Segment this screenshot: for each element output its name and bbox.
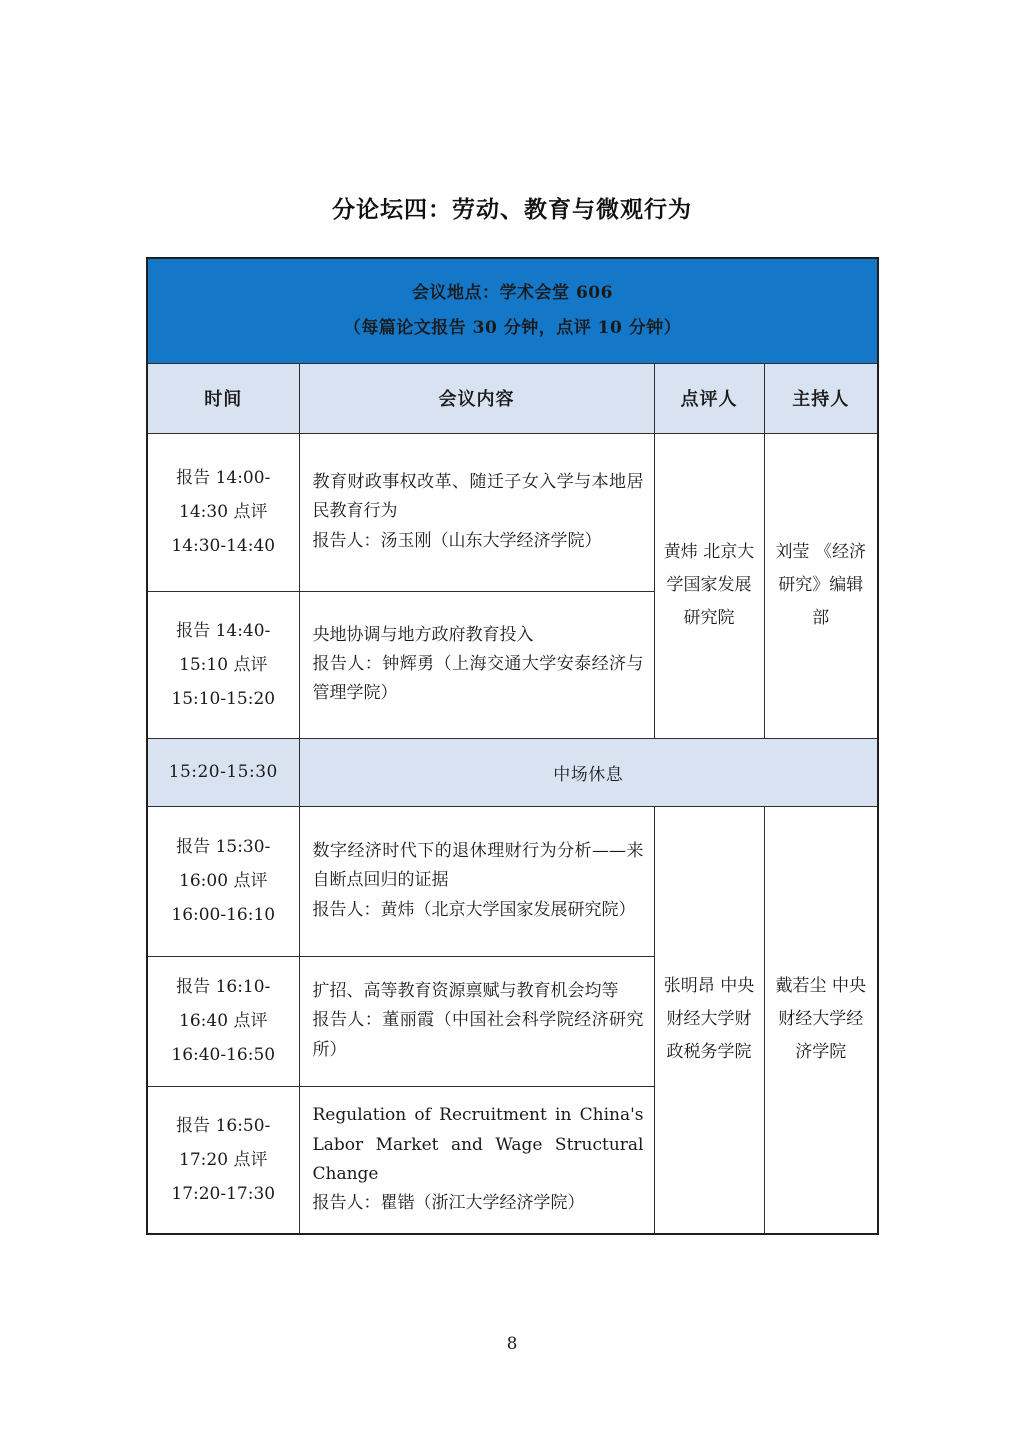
paper-title: 教育财政事权改革、随迁子女入学与本地居民教育行为 xyxy=(312,472,644,522)
session2-row1 xyxy=(147,806,878,956)
report-time: 报告 16:50-17:20 xyxy=(176,1115,271,1170)
chair-name: 刘莹 xyxy=(775,541,810,562)
time-cell xyxy=(147,956,299,1086)
discussant-cell-session1 xyxy=(654,433,764,738)
chair-affiliation: 中央财经大学经济学院 xyxy=(778,976,866,1063)
session1-row1 xyxy=(147,433,878,591)
discussant-cell-session2 xyxy=(654,806,764,1234)
page-title: 分论坛四：劳动、教育与微观行为 xyxy=(332,197,692,223)
time-cell xyxy=(147,433,299,591)
col-header-time: 时间 xyxy=(147,363,299,433)
discussant-affiliation: 北京大学国家发展研究院 xyxy=(666,541,755,629)
content-cell xyxy=(299,591,654,738)
page-number: 8 xyxy=(506,1334,518,1354)
content-cell xyxy=(299,956,654,1086)
content-cell xyxy=(299,433,654,591)
presenter: 报告人：黄炜（北京大学国家发展研究院） xyxy=(312,899,636,920)
venue-note: （每篇论文报告 30 分钟，点评 10 分钟） xyxy=(343,317,682,338)
discussant-name: 张明昂 xyxy=(663,976,715,997)
review-time: 点评 14:30-14:40 xyxy=(171,502,276,556)
presenter: 报告人：汤玉刚（山东大学经济学院） xyxy=(312,530,602,551)
break-label: 中场休息 xyxy=(299,738,878,806)
venue-banner xyxy=(147,258,878,363)
content-cell xyxy=(299,1086,654,1234)
chair-affiliation: 《经济研究》编辑部 xyxy=(778,541,866,629)
chair-cell-session2 xyxy=(764,806,878,1234)
report-time: 报告 14:00-14:30 xyxy=(176,468,271,522)
report-time: 报告 15:30-16:00 xyxy=(176,837,271,891)
break-row xyxy=(147,738,878,806)
presenter: 报告人：钟辉勇（上海交通大学安泰经济与管理学院） xyxy=(312,653,644,704)
presenter: 报告人：瞿锴（浙江大学经济学院） xyxy=(312,1192,585,1213)
presenter: 报告人：董丽霞（中国社会科学院经济研究所） xyxy=(312,1010,644,1060)
paper-title: Regulation of Recruitment in China's Labor Market and Wage Structural Change xyxy=(312,1105,644,1184)
review-time: 点评 17:20-17:30 xyxy=(171,1149,276,1204)
review-time: 点评 16:40-16:50 xyxy=(171,1011,276,1065)
col-header-content: 会议内容 xyxy=(299,363,654,433)
review-time: 点评 15:10-15:20 xyxy=(171,654,276,709)
review-time: 点评 16:00-16:10 xyxy=(171,871,276,925)
paper-title: 扩招、高等教育资源禀赋与教育机会均等 xyxy=(312,981,619,1002)
discussant-name: 黄炜 xyxy=(663,541,698,562)
chair-name: 戴若尘 xyxy=(775,976,827,997)
chair-cell-session1 xyxy=(764,433,878,738)
paper-title: 数字经济时代下的退休理财行为分析——来自断点回归的证据 xyxy=(312,841,644,891)
discussant-affiliation: 中央财经大学财政税务学院 xyxy=(666,976,755,1063)
content-cell xyxy=(299,806,654,956)
paper-title: 央地协调与地方政府教育投入 xyxy=(312,624,534,645)
banner-row xyxy=(147,258,878,363)
column-header-row xyxy=(147,363,878,433)
time-cell xyxy=(147,806,299,956)
report-time: 报告 16:10-16:40 xyxy=(176,977,271,1031)
col-header-discussant: 点评人 xyxy=(654,363,764,433)
report-time: 报告 14:40-15:10 xyxy=(176,620,271,675)
col-header-chair: 主持人 xyxy=(764,363,878,433)
break-time: 15:20-15:30 xyxy=(147,738,299,806)
time-cell xyxy=(147,591,299,738)
venue-location: 会议地点：学术会堂 606 xyxy=(412,282,613,303)
time-cell xyxy=(147,1086,299,1234)
schedule-table xyxy=(146,257,879,1235)
